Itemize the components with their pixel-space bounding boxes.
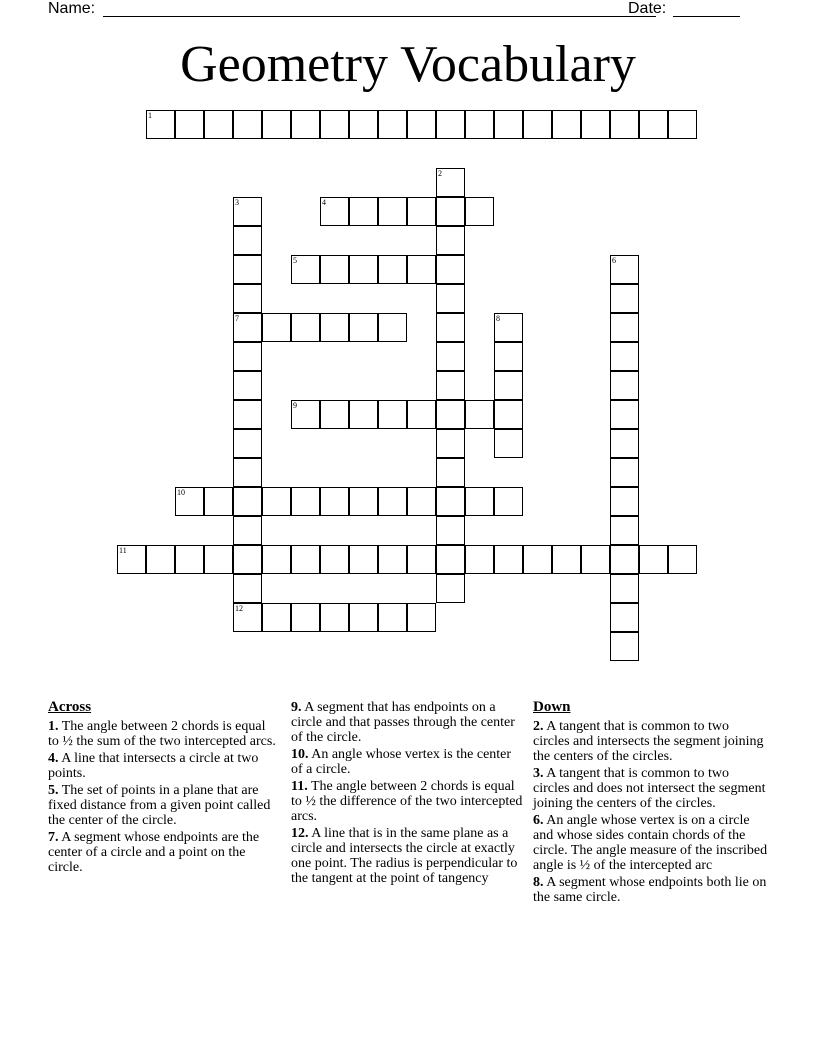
crossword-cell[interactable]	[320, 603, 349, 632]
crossword-cell[interactable]	[436, 458, 465, 487]
clue-number: 11	[119, 546, 127, 555]
crossword-cell[interactable]	[610, 342, 639, 371]
clue-across-5: 5. The set of points in a plane that are fixed distance from a given point called the center of the circle.	[48, 783, 271, 828]
crossword-cell[interactable]	[494, 110, 523, 139]
crossword-cell[interactable]	[436, 110, 465, 139]
crossword-cell[interactable]	[436, 516, 465, 545]
clue-across-9: 9. A segment that has endpoints on a circle and that passes through the center of the circle.	[291, 700, 515, 745]
crossword-cell[interactable]	[291, 487, 320, 516]
crossword-cell[interactable]	[407, 110, 436, 139]
crossword-cell[interactable]	[175, 545, 204, 574]
clue-across-7: 7. A segment whose endpoints are the center of a circle and a point on the circle.	[48, 830, 260, 875]
crossword-cell[interactable]	[175, 487, 204, 516]
clue-number: 2	[438, 169, 442, 178]
clue-across-1: 1. The angle between 2 chords is equal to ½ the sum of the two intercepted arcs.	[48, 719, 276, 749]
crossword-cell[interactable]	[465, 197, 494, 226]
down-heading: Down	[533, 699, 571, 715]
page-title: Geometry Vocabulary	[180, 36, 636, 93]
crossword-cell[interactable]	[581, 545, 610, 574]
across-clues-column-2	[291, 700, 526, 888]
crossword-cell[interactable]	[639, 110, 668, 139]
crossword-cell[interactable]	[378, 487, 407, 516]
crossword-cell[interactable]	[349, 313, 378, 342]
crossword-cell[interactable]	[552, 110, 581, 139]
crossword-cell[interactable]	[610, 632, 639, 661]
crossword-cell[interactable]	[494, 545, 523, 574]
crossword-cell[interactable]	[668, 545, 697, 574]
crossword-cell[interactable]	[407, 603, 436, 632]
crossword-cell[interactable]	[494, 313, 523, 342]
crossword-cell[interactable]	[233, 197, 262, 226]
crossword-cell[interactable]	[378, 545, 407, 574]
clue-number: 6	[612, 256, 616, 265]
crossword-cell[interactable]	[349, 197, 378, 226]
crossword-cell[interactable]	[465, 400, 494, 429]
crossword-cell[interactable]	[436, 574, 465, 603]
clue-down-3: 3. A tangent that is common to two circles and does not intersect the segment joining the centers of the circles.	[533, 766, 766, 811]
crossword-cell[interactable]	[117, 545, 146, 574]
crossword-cell[interactable]	[262, 487, 291, 516]
crossword-cell[interactable]	[262, 603, 291, 632]
crossword-cell[interactable]	[349, 255, 378, 284]
crossword-cell[interactable]	[581, 110, 610, 139]
clue-across-4: 4. A line that intersects a circle at two points.	[48, 751, 259, 781]
crossword-cell[interactable]	[552, 545, 581, 574]
crossword-cell[interactable]	[204, 545, 233, 574]
crossword-cell[interactable]	[349, 110, 378, 139]
crossword-cell[interactable]	[610, 400, 639, 429]
crossword-cell[interactable]	[262, 110, 291, 139]
crossword-cell[interactable]	[407, 255, 436, 284]
clue-across-11: 11. The angle between 2 chords is equal to ½ the difference of the two intercepted arcs.	[291, 779, 523, 824]
clue-across-10: 10. An angle whose vertex is the center of a circle.	[291, 747, 512, 777]
crossword-cell[interactable]	[291, 313, 320, 342]
crossword-cell[interactable]	[378, 400, 407, 429]
crossword-cell[interactable]	[233, 284, 262, 313]
crossword-cell[interactable]	[378, 110, 407, 139]
clue-number: 8	[496, 314, 500, 323]
crossword-cell[interactable]	[610, 545, 639, 574]
crossword-cell[interactable]	[523, 110, 552, 139]
crossword-cell[interactable]	[146, 545, 175, 574]
crossword-cell[interactable]	[320, 110, 349, 139]
crossword-cell[interactable]	[494, 371, 523, 400]
crossword-cell[interactable]	[610, 603, 639, 632]
date-label: Date:	[628, 0, 667, 17]
crossword-cell[interactable]	[436, 255, 465, 284]
clue-number: 12	[235, 604, 243, 613]
crossword-cell[interactable]	[668, 110, 697, 139]
crossword-cell[interactable]	[233, 487, 262, 516]
down-clues-column	[533, 700, 769, 907]
crossword-cell[interactable]	[436, 313, 465, 342]
crossword-cell[interactable]	[436, 371, 465, 400]
clue-number: 3	[235, 198, 239, 207]
crossword-cell[interactable]	[204, 487, 233, 516]
crossword-cell[interactable]	[494, 342, 523, 371]
name-label: Name:	[48, 0, 96, 17]
clue-across-12: 12. A line that is in the same plane as a circle and intersects the circle at exactly one point. The radius is perpendicular to the tangent at the point of tangency	[291, 826, 518, 886]
crossword-cell[interactable]	[233, 371, 262, 400]
crossword-cell[interactable]	[436, 342, 465, 371]
crossword-cell[interactable]	[465, 545, 494, 574]
crossword-cell[interactable]	[494, 400, 523, 429]
crossword-cell[interactable]	[146, 110, 175, 139]
across-clues-column-1	[48, 700, 278, 877]
clue-down-2: 2. A tangent that is common to two circles and intersects the segment joining the centers of the circles.	[533, 719, 764, 764]
crossword-cell[interactable]	[436, 226, 465, 255]
crossword-cell[interactable]	[233, 342, 262, 371]
crossword-cell[interactable]	[378, 603, 407, 632]
crossword-cell[interactable]	[233, 458, 262, 487]
crossword-cell[interactable]	[436, 400, 465, 429]
crossword-cell[interactable]	[378, 255, 407, 284]
crossword-cell[interactable]	[291, 603, 320, 632]
crossword-cell[interactable]	[320, 545, 349, 574]
clue-down-8: 8. A segment whose endpoints both lie on the same circle.	[533, 875, 767, 905]
crossword-cell[interactable]	[610, 371, 639, 400]
crossword-cell[interactable]	[320, 197, 349, 226]
crossword-cell[interactable]	[610, 255, 639, 284]
crossword-cell[interactable]	[436, 487, 465, 516]
crossword-cell[interactable]	[233, 603, 262, 632]
crossword-cell[interactable]	[320, 487, 349, 516]
crossword-cell[interactable]	[436, 284, 465, 313]
crossword-cell[interactable]	[233, 400, 262, 429]
clue-down-6: 6. An angle whose vertex is on a circle and whose sides contain chords of the circle. The angle measure of the inscribed angle is ½ of the intercepted arc	[533, 813, 768, 873]
crossword-cell[interactable]	[262, 313, 291, 342]
clue-number: 9	[293, 401, 297, 410]
crossword-cell[interactable]	[407, 197, 436, 226]
crossword-cell[interactable]	[233, 255, 262, 284]
crossword-cell[interactable]	[436, 197, 465, 226]
across-heading: Across	[48, 699, 92, 715]
crossword-cell[interactable]	[610, 313, 639, 342]
clue-number: 7	[235, 314, 239, 323]
crossword-cell[interactable]	[349, 603, 378, 632]
crossword-cell[interactable]	[291, 110, 320, 139]
crossword-cell[interactable]	[320, 400, 349, 429]
crossword-cell[interactable]	[465, 110, 494, 139]
crossword-cell[interactable]	[436, 545, 465, 574]
crossword-cell[interactable]	[233, 545, 262, 574]
crossword-cell[interactable]	[407, 400, 436, 429]
crossword-cell[interactable]	[291, 255, 320, 284]
clue-number: 10	[177, 488, 185, 497]
crossword-cell[interactable]	[610, 110, 639, 139]
crossword-cell[interactable]	[378, 197, 407, 226]
crossword-cell[interactable]	[378, 313, 407, 342]
crossword-cell[interactable]	[494, 487, 523, 516]
crossword-cell[interactable]	[291, 400, 320, 429]
crossword-cell[interactable]	[494, 429, 523, 458]
clue-number: 1	[148, 111, 152, 120]
crossword-cell[interactable]	[175, 110, 204, 139]
crossword-cell[interactable]	[610, 516, 639, 545]
crossword-cell[interactable]	[233, 516, 262, 545]
crossword-cell[interactable]	[320, 255, 349, 284]
crossword-cell[interactable]	[233, 313, 262, 342]
clue-number: 4	[322, 198, 326, 207]
crossword-cell[interactable]	[610, 429, 639, 458]
crossword-cell[interactable]	[436, 429, 465, 458]
crossword-cell[interactable]	[610, 487, 639, 516]
crossword-cell[interactable]	[233, 574, 262, 603]
crossword-cell[interactable]	[465, 487, 494, 516]
crossword-cell[interactable]	[407, 487, 436, 516]
crossword-cell[interactable]	[610, 458, 639, 487]
crossword-cell[interactable]	[320, 313, 349, 342]
crossword-cell[interactable]	[610, 284, 639, 313]
crossword-cell[interactable]	[436, 168, 465, 197]
crossword-cell[interactable]	[262, 545, 291, 574]
crossword-cell[interactable]	[407, 545, 436, 574]
crossword-cell[interactable]	[349, 400, 378, 429]
crossword-cell[interactable]	[291, 545, 320, 574]
crossword-cell[interactable]	[610, 574, 639, 603]
crossword-cell[interactable]	[233, 429, 262, 458]
crossword-cell[interactable]	[233, 110, 262, 139]
crossword-cell[interactable]	[349, 487, 378, 516]
crossword-cell[interactable]	[639, 545, 668, 574]
crossword-cell[interactable]	[523, 545, 552, 574]
crossword-cell[interactable]	[204, 110, 233, 139]
crossword-cell[interactable]	[233, 226, 262, 255]
crossword-cell[interactable]	[349, 545, 378, 574]
clue-number: 5	[293, 256, 297, 265]
